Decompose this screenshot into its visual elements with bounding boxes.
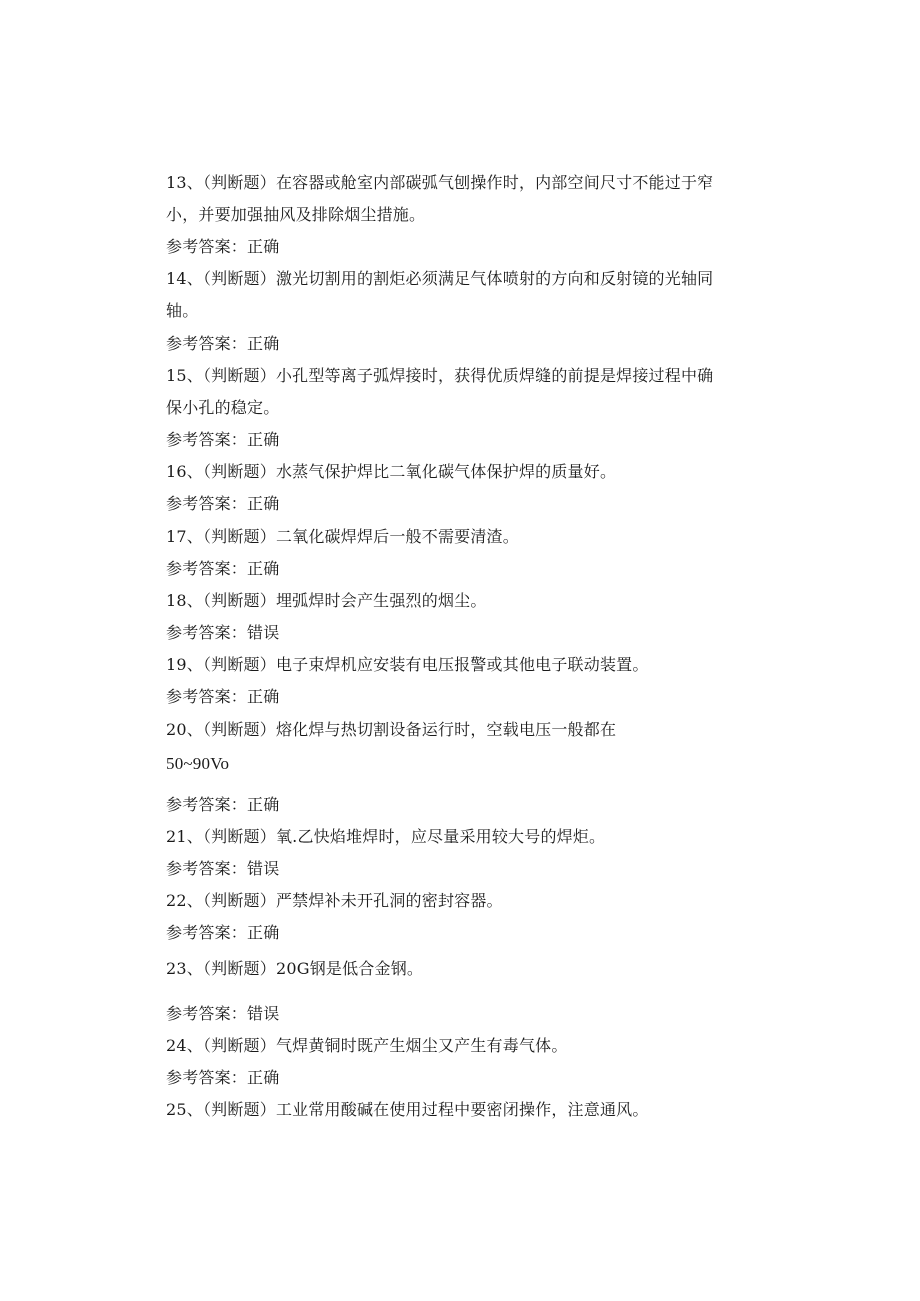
answer-24: 参考答案：正确	[166, 1068, 280, 1087]
answer-17: 参考答案：正确	[166, 559, 280, 578]
answer-19: 参考答案：正确	[166, 687, 280, 706]
question-24: 24、（判断题）气焊黄铜时既产生烟尘又产生有毒气体。	[166, 1036, 568, 1055]
question-19: 19、（判断题）电子束焊机应安装有电压报警或其他电子联动装置。	[166, 655, 649, 674]
question-18: 18、（判断题）埋弧焊时会产生强烈的烟尘。	[166, 591, 487, 610]
question-25: 25、（判断题）工业常用酸碱在使用过程中要密闭操作，注意通风。	[166, 1100, 649, 1119]
question-20-line-1: 20、（判断题）熔化焊与热切割设备运行时，空载电压一般都在	[166, 720, 617, 739]
question-14-line-1: 14、（判断题）激光切割用的割炬必须满足气体喷射的方向和反射镜的光轴同	[166, 269, 714, 288]
answer-15: 参考答案：正确	[166, 430, 280, 449]
answer-21: 参考答案：错误	[166, 859, 280, 878]
question-13-line-1: 13、（判断题）在容器或舱室内部碳弧气刨操作时，内部空间尺寸不能过于窄	[166, 173, 714, 192]
question-14-line-2: 轴。	[166, 301, 199, 320]
answer-14: 参考答案：正确	[166, 334, 280, 353]
question-13-line-2: 小，并要加强抽风及排除烟尘措施。	[166, 205, 426, 224]
question-17: 17、（判断题）二氧化碳焊焊后一般不需要清渣。	[166, 527, 519, 546]
question-21: 21、（判断题）氧.乙快焰堆焊时，应尽量采用较大号的焊炬。	[166, 827, 606, 846]
answer-22: 参考答案：正确	[166, 923, 280, 942]
answer-23: 参考答案：错误	[166, 1004, 280, 1023]
question-23: 23、（判断题）20G钢是低合金钢。	[166, 959, 424, 978]
question-22: 22、（判断题）严禁焊补未开孔洞的密封容器。	[166, 891, 503, 910]
question-15-line-2: 保小孔的稳定。	[166, 398, 280, 417]
question-20-line-2: 50~90Vo	[166, 754, 230, 773]
answer-20: 参考答案：正确	[166, 795, 280, 814]
answer-16: 参考答案：正确	[166, 494, 280, 513]
answer-13: 参考答案：正确	[166, 237, 280, 256]
answer-18: 参考答案：错误	[166, 623, 280, 642]
question-16: 16、（判断题）水蒸气保护焊比二氧化碳气体保护焊的质量好。	[166, 462, 617, 481]
question-15-line-1: 15、（判断题）小孔型等离子弧焊接时，获得优质焊缝的前提是焊接过程中确	[166, 366, 714, 385]
